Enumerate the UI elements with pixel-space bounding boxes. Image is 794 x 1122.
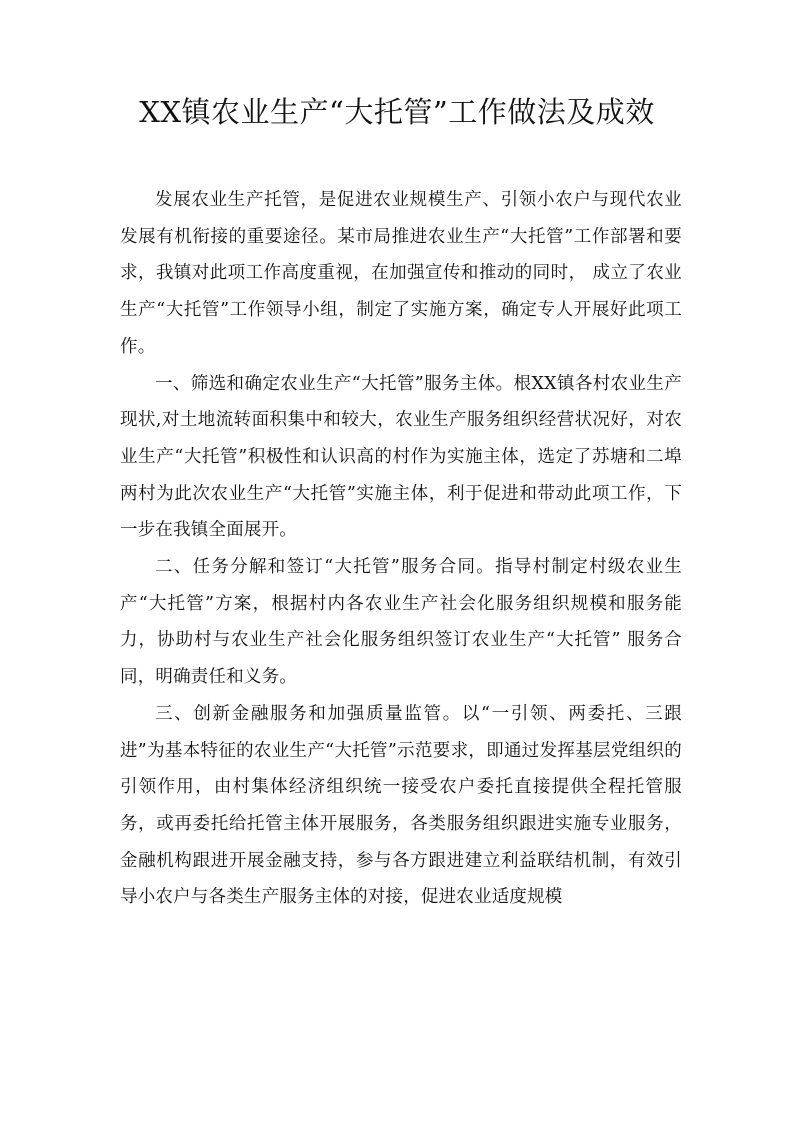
document-title: XX镇农业生产“大托管”工作做法及成效: [139, 95, 655, 129]
paragraph-section-2: 二、任务分解和签订“大托管”服务合同。指导村制定村级农业生产“大托管”方案，根据村内各农业生产社会化服务组织规模和服务能力，协助村与农业生产社会化服务组织签订农业生产“大托管” 服务合同，明确责任和义务。: [120, 557, 682, 688]
paragraph-intro: 发展农业生产托管，是促进农业规模生产、引领小农户与现代农业发展有机衔接的重要途径。某市局推进农业生产“大托管”工作部署和要求，我镇对此项工作高度重视，在加强宣传和推动的同时， 成立了农业生产“大托管”工作领导小组，制定了实施方案，确定专人开展好此项工作。: [120, 190, 682, 357]
paragraph-section-1: 一、筛选和确定农业生产“大托管”服务主体。根XX镇各村农业生产现状,对土地流转面积集中和较大，农业生产服务组织经营状况好，对农业生产“大托管”积极性和认识高的村作为实施主体，选定了苏塘和二埠两村为此次农业生产“大托管”实施主体，利于促进和带动此项工作，下一步在我镇全面展开。: [120, 373, 682, 541]
document-body: [120, 182, 682, 916]
paragraph-section-3: 三、创新金融服务和加强质量监管。以“一引领、两委托、三跟进”为基本特征的农业生产“大托管”示范要求，即通过发挥基层党组织的引领作用，由村集体经济组织统一接受农户委托直接提供全程托管服务，或再委托给托管主体开展服务，各类服务组织跟进实施专业服务，金融机构跟进开展金融支持，参与各方跟进建立利益联结机制，有效引导小农户与各类生产服务主体的对接，促进农业适度规模: [120, 703, 682, 908]
